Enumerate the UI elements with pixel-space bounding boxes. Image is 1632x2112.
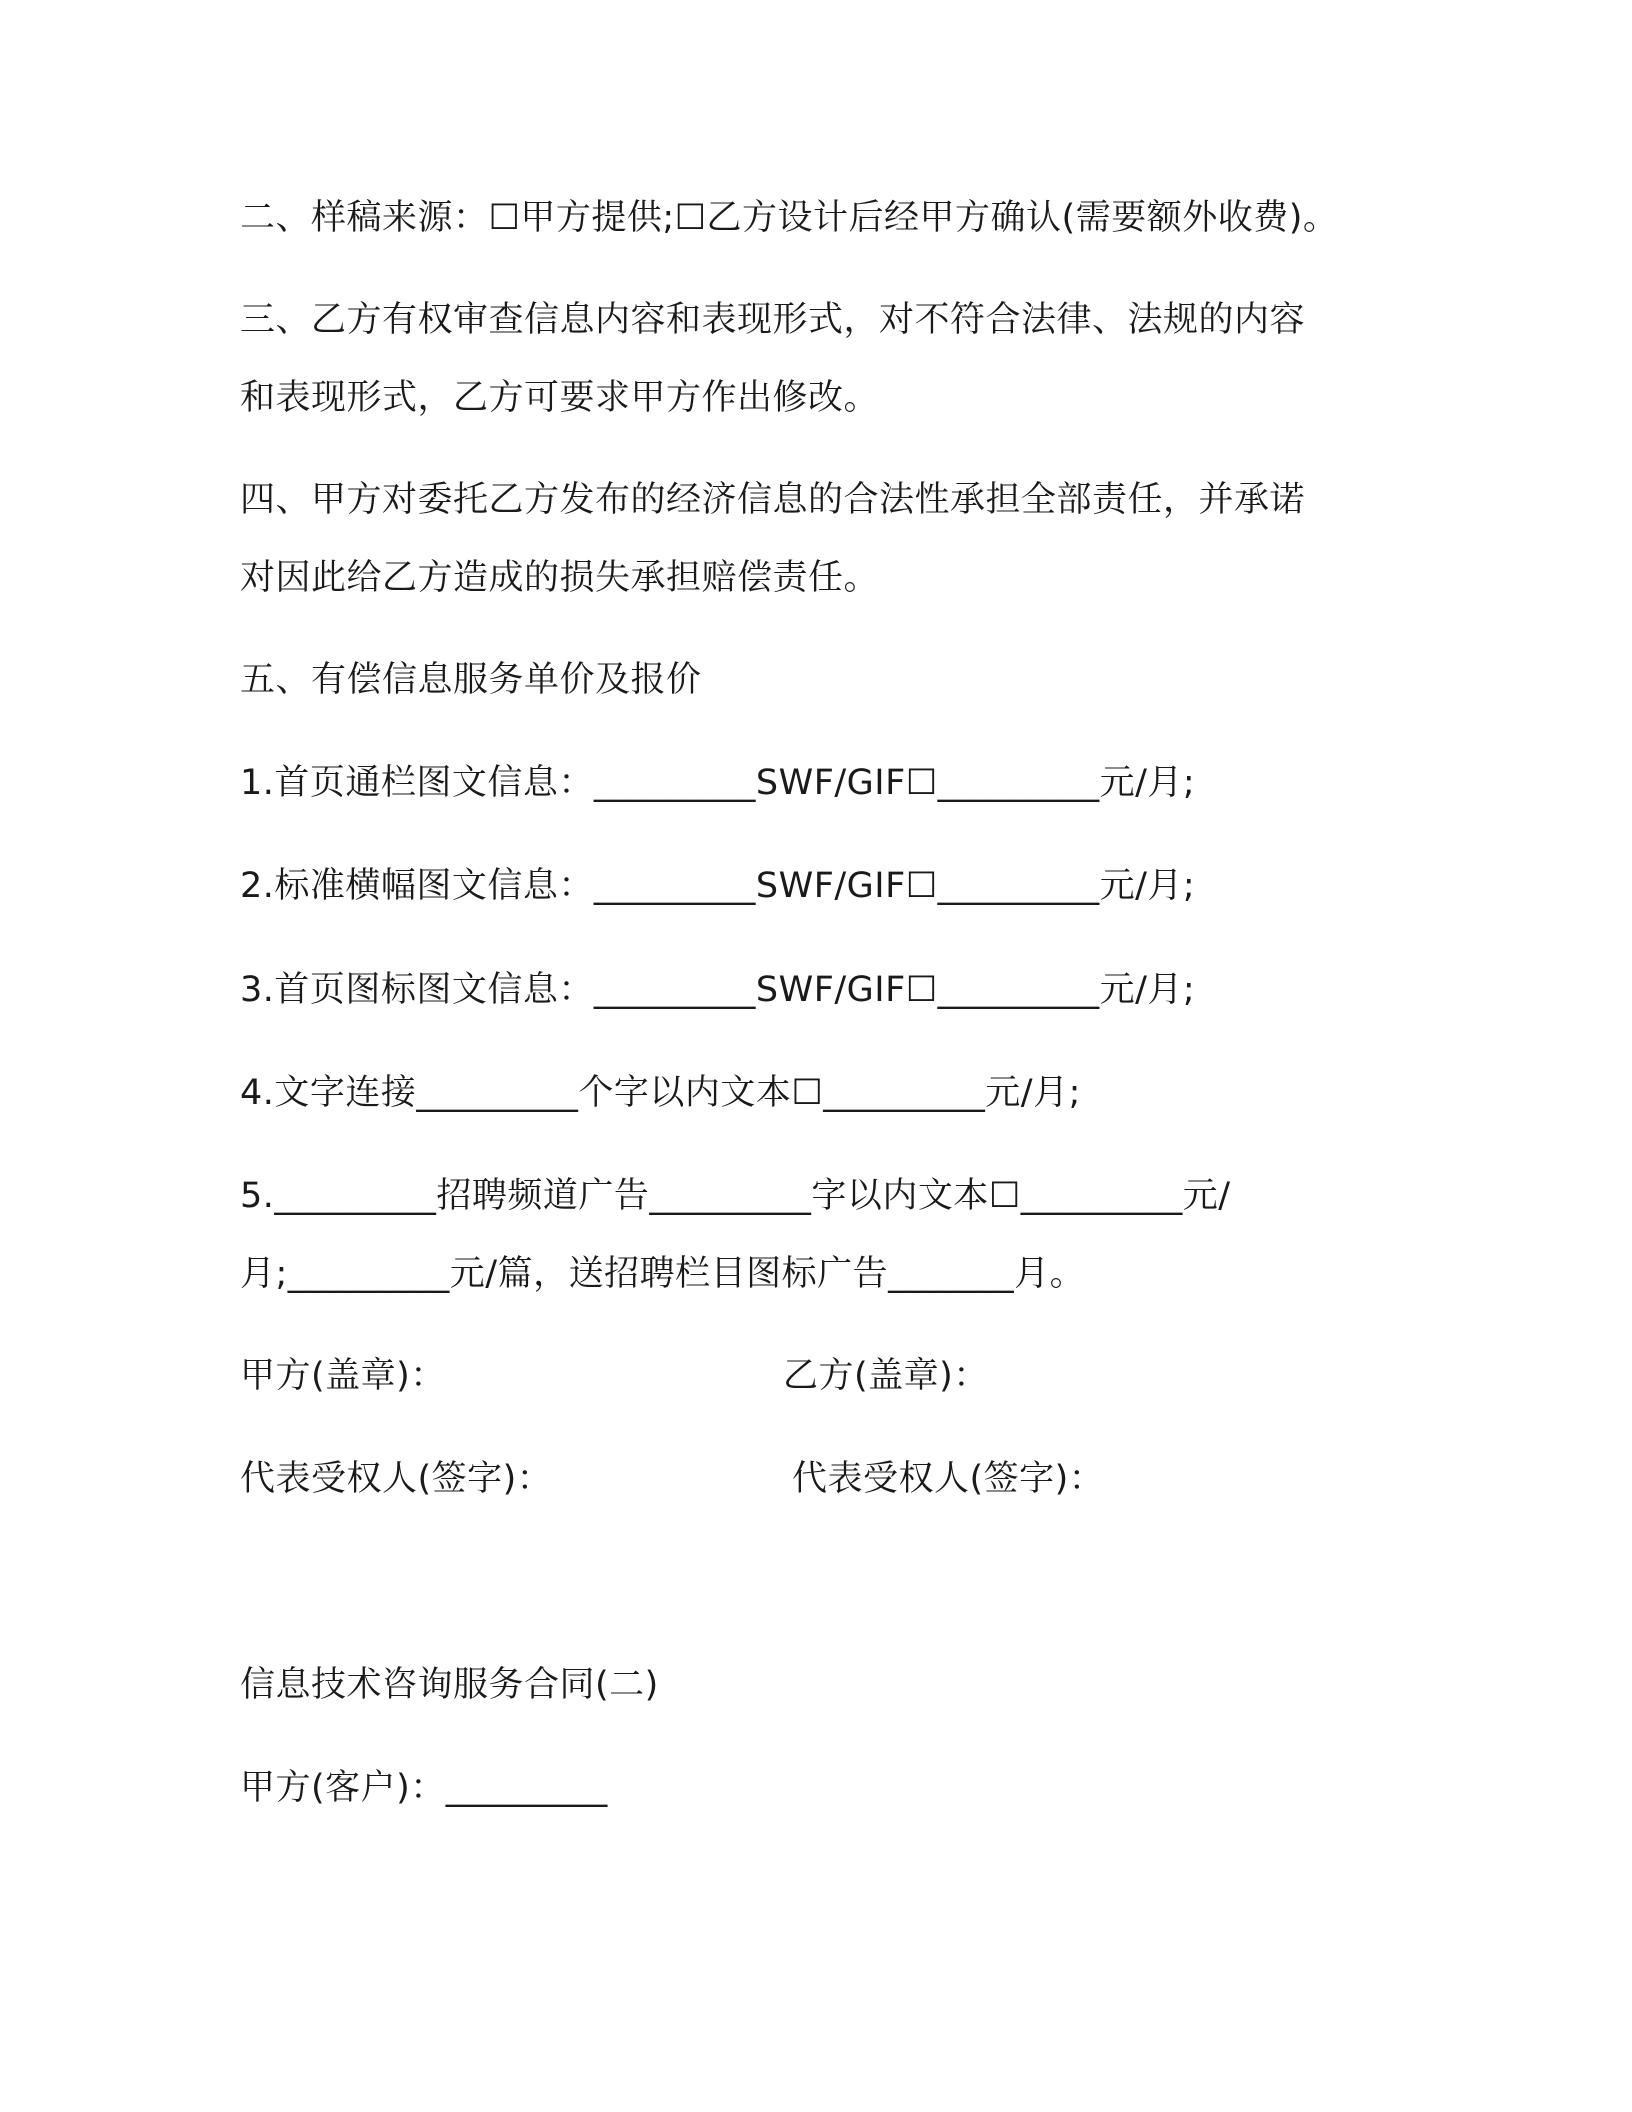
price-item-3: 3.首页图标图文信息：_________SWF/GIF☐_________元/月; bbox=[240, 970, 1196, 1010]
price-item-5-line-1: 5._________招聘频道广告_________字以内文本☐_________元/ bbox=[240, 1176, 1231, 1216]
clause-3-line-2: 和表现形式，乙方可要求甲方作出修改。 bbox=[240, 378, 880, 418]
clause-3-line-1: 三、乙方有权审查信息内容和表现形式，对不符合法律、法规的内容 bbox=[240, 300, 1306, 340]
clause-4-line-1: 四、甲方对委托乙方发布的经济信息的合法性承担全部责任，并承诺 bbox=[240, 480, 1306, 520]
party-a-representative-label: 代表受权人(签字)： bbox=[240, 1459, 553, 1499]
price-item-1: 1.首页通栏图文信息：_________SWF/GIF☐_________元/月; bbox=[240, 763, 1196, 803]
clause-2-sample-source: 二、样稿来源：☐甲方提供;☐乙方设计后经甲方确认(需要额外收费)。 bbox=[240, 198, 1339, 238]
clause-5-heading: 五、有偿信息服务单价及报价 bbox=[240, 660, 702, 700]
price-item-4: 4.文字连接_________个字以内文本☐_________元/月; bbox=[240, 1073, 1081, 1113]
party-a-seal-label: 甲方(盖章)： bbox=[240, 1356, 446, 1396]
party-b-representative-label: 代表受权人(签字)： bbox=[792, 1459, 1105, 1499]
party-b-seal-label: 乙方(盖章)： bbox=[783, 1356, 989, 1396]
price-item-5-line-2: 月;_________元/篇，送招聘栏目图标广告_______月。 bbox=[240, 1254, 1086, 1294]
price-item-2: 2.标准横幅图文信息：_________SWF/GIF☐_________元/月; bbox=[240, 866, 1196, 906]
contract-2-party-a-label: 甲方(客户)：_________ bbox=[240, 1768, 608, 1808]
contract-2-title: 信息技术咨询服务合同(二) bbox=[240, 1665, 659, 1705]
clause-4-line-2: 对因此给乙方造成的损失承担赔偿责任。 bbox=[240, 558, 880, 598]
